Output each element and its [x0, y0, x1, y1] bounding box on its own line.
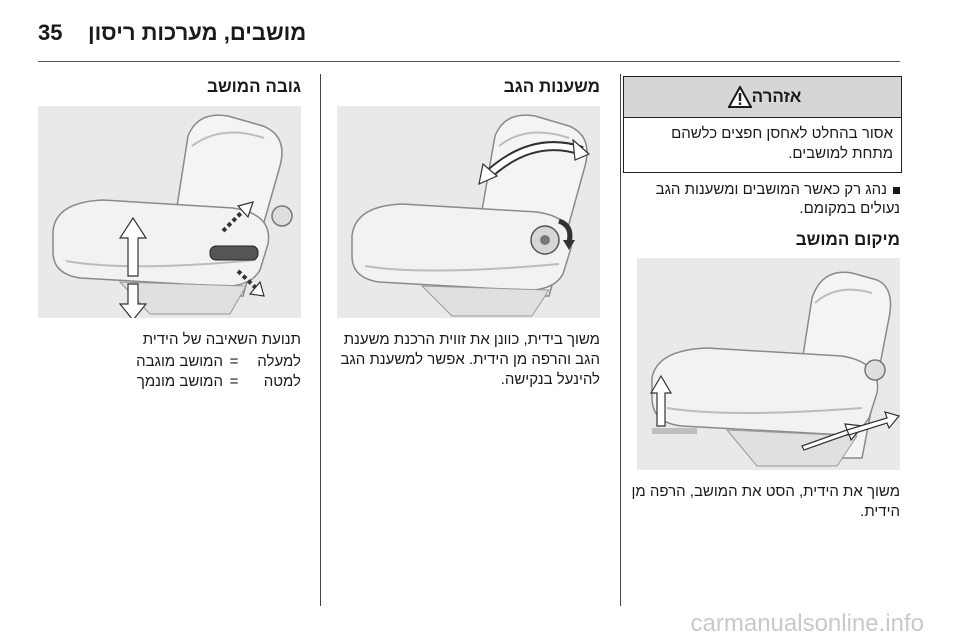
- column-divider-left: [320, 74, 321, 606]
- backrest-illustration: [337, 106, 600, 318]
- definition-description: המושב מונמך: [136, 373, 223, 390]
- definition-equals: =: [229, 353, 239, 370]
- bullet-item: [623, 180, 900, 218]
- backrest-heading: משענות הגב: [503, 77, 600, 96]
- column-divider-right: [620, 74, 621, 606]
- bullet-square-icon: [893, 187, 900, 194]
- page-number: 35: [38, 20, 63, 45]
- seat-position-heading: מיקום המושב: [795, 230, 900, 249]
- warning-header: [624, 77, 901, 118]
- warning-title: אזהרה: [751, 87, 802, 106]
- bullet-text: נהג רק כאשר המושבים ומשענות הגב נעולים במקומם.: [655, 181, 900, 217]
- seat-height-definitions: [38, 352, 301, 392]
- definition-row-up: [38, 352, 301, 372]
- warning-box: [623, 76, 902, 173]
- seat-height-intro: תנועת השאיבה של הידית: [142, 331, 301, 348]
- backrest-section: [337, 76, 600, 98]
- definition-equals: =: [229, 373, 239, 390]
- header-rule: [38, 61, 900, 62]
- seat-height-section: [38, 76, 301, 98]
- seat-position-illustration: [637, 258, 900, 470]
- page-footer: [0, 608, 960, 642]
- definition-term: למעלה: [257, 353, 301, 370]
- page-header: [0, 0, 960, 62]
- backrest-text: משוך בידית, כוונן את זווית הרכנת משענת הגב והרפה מן הידית. אפשר למשענת הגב להינעל בנקישה.: [340, 331, 600, 388]
- definition-description: המושב מוגבה: [136, 353, 223, 370]
- seat-height-heading: גובה המושב: [207, 77, 301, 96]
- chapter-title: מושבים, מערכות ריסון: [88, 20, 307, 45]
- warning-triangle-icon: [728, 86, 752, 108]
- definition-term: למטה: [263, 373, 301, 390]
- seat-height-illustration: [38, 106, 301, 318]
- definition-row-down: [38, 372, 301, 392]
- warning-text: אסור בהחלט לאחסן חפצים כלשהם מתחת למושבים.: [671, 125, 893, 162]
- watermark: carmanualsonline.info: [690, 610, 924, 637]
- seat-position-text: משוך את הידית, הסט את המושב, הרפה מן הידית.: [631, 483, 900, 520]
